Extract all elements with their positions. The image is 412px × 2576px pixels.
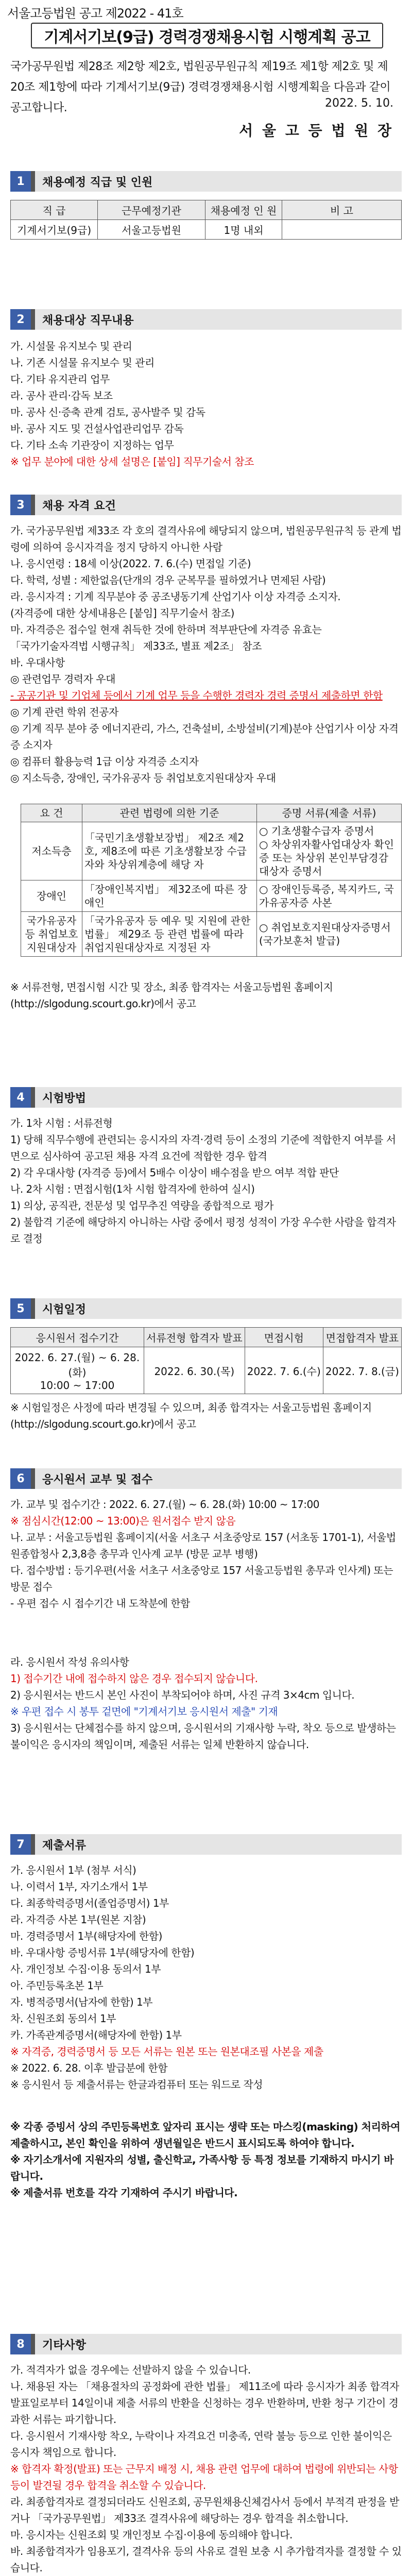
requirements-list <box>10 522 402 786</box>
table-row <box>21 912 402 957</box>
cell: 기계서기보(9급) <box>11 220 98 240</box>
section-title: 기타사항 <box>42 2338 87 2352</box>
notice-title: 기계서기보(9급) 경력경쟁채용시험 시행계획 공고 <box>31 23 383 48</box>
documents-list <box>10 1862 402 2093</box>
cell: 「국민기초생활보장법」 제2조 제2호, 제8조에 따른 기초생활보장 수급자와 차상위계층에 해당 자 <box>82 822 257 880</box>
section-8-header <box>10 2334 402 2354</box>
list-item: 바. 우대사항 <box>10 656 65 669</box>
list-item: 라. 공사 관리·감독 보조 <box>10 389 113 402</box>
col-header: 관련 법령에 의한 기준 <box>82 804 257 822</box>
list-item: 다. 기타 유지관리 업무 <box>10 373 110 385</box>
section-number: 4 <box>10 1087 31 1108</box>
list-item: 가. 적격자가 없을 경우에는 선발하지 않을 수 있습니다. <box>10 2364 251 2376</box>
cell: ○ 장애인등록증, 복지카드, 국가유공자증 사본 <box>257 880 402 912</box>
list-item: 2) 응시원서는 반드시 본인 사진이 부착되어야 하며, 사진 규격 3×4cm 입니다. <box>10 1689 355 1701</box>
list-item: 3) 응시원서는 단체접수를 하지 않으며, 응시원서의 기재사항 누락, 착오 등으로 발생하는 불이익은 응시자의 책임이며, 제출된 서류는 일체 반환하지 않습니다. <box>10 1722 396 1751</box>
list-item: - 우편 접수 시 접수기간 내 도착분에 한함 <box>10 1597 190 1609</box>
list-item: 바. 최종합격자가 임용포기, 결격사유 등의 사유로 결원 보충 시 추가합격자를 결정할 수 있습니다. <box>10 2545 402 2574</box>
list-item: 2) 불합격 기준에 해당하지 아니하는 사람 중에서 평정 성적이 가장 우수한 사람을 합격자로 결정 <box>10 1216 396 1245</box>
list-item: 1) 당해 직무수행에 관련되는 응시자의 자격·경력 등이 소정의 기준에 적합한지 여부를 서면으로 심사하여 공고된 채용 자격 요건에 적합한 경우 합격 <box>10 1133 396 1162</box>
cell: 서울고등법원 <box>98 220 205 240</box>
section-6-header <box>10 1468 402 1489</box>
list-item: ※ 합격자 확정(발표) 또는 근무지 배정 시, 채용 관련 업무에 대하여 법령에 위반되는 사항 등이 발견될 경우 합격을 취소할 수 있습니다. <box>10 2463 398 2492</box>
list-item: 마. 공사 신·증축 관계 검토, 공사발주 및 감독 <box>10 406 205 418</box>
cell: 2022. 7. 6.(수) <box>245 1347 323 1394</box>
section-2-header <box>10 309 402 330</box>
issuer: 서 울 고 등 법 원 장 <box>239 122 393 139</box>
list-item: 카. 가족관계증명서(해당자에 한함) 1부 <box>10 2029 182 2041</box>
table-header-row <box>21 804 402 822</box>
list-item: 마. 자격증은 접수일 현재 취득한 것에 한하며 적부판단에 자격증 유효는 <box>10 623 322 636</box>
list-item: - 공공기관 및 기업체 등에서 기계 업무 등을 수행한 경력자 경력 증명서 제출하면 한함 <box>10 689 383 702</box>
section-number: 8 <box>10 2334 31 2354</box>
list-item: 라. 응시원서 작성 유의사항 <box>10 1656 129 1668</box>
application-caution <box>10 1654 402 1753</box>
list-item: ◎ 기계 관련 학위 전공자 <box>10 706 118 718</box>
section-7-header <box>10 1834 402 1855</box>
list-item: 나. 이력서 1부, 자기소개서 1부 <box>10 1880 148 1893</box>
list-item: ※ 자격증, 경력증명서 등 모든 서류는 원본 또는 원본대조필 사본을 제출 <box>10 2045 323 2058</box>
cell: 장애인 <box>21 880 82 912</box>
schedule-note-block <box>10 1399 402 1432</box>
section-title: 시험방법 <box>42 1092 87 1105</box>
misc-list <box>10 2362 402 2576</box>
section-title: 시험일정 <box>42 1303 87 1316</box>
cell: 2022. 6. 27.(월) ~ 6. 28.(화) 10:00 ~ 17:00 <box>11 1347 144 1394</box>
table-row <box>11 1347 402 1394</box>
cell: 저소득층 <box>21 822 82 880</box>
list-item: 바. 공사 지도 및 건설사업관리업무 감독 <box>10 422 184 435</box>
section-number: 2 <box>10 309 31 330</box>
application-info <box>10 1496 402 1612</box>
table-row <box>11 220 402 240</box>
col-header: 증명 서류(제출 서류) <box>257 804 402 822</box>
col-header: 직 급 <box>11 200 98 220</box>
schedule-table <box>10 1327 402 1394</box>
list-item: 다. 기타 소속 기관장이 지정하는 업무 <box>10 439 174 451</box>
list-item: ◎ 관련업무 경력자 우대 <box>10 673 115 685</box>
section-5-header <box>10 1298 402 1319</box>
section-number: 6 <box>10 1468 31 1489</box>
col-header: 근무예정기관 <box>98 200 205 220</box>
list-item: 라. 응시자격 : 기계 직무분야 중 공조냉동기계 산업기사 이상 자격증 소지자. <box>10 590 341 603</box>
list-item: ※ 점심시간(12:00 ~ 13:00)은 원서접수 받지 않음 <box>10 1515 236 1527</box>
list-item: ◎ 컴퓨터 활용능력 1급 이상 자격증 소지자 <box>10 755 199 768</box>
list-item: 라. 자격증 사본 1부(원본 지참) <box>10 1913 146 1926</box>
list-item: 바. 우대사항 증빙서류 1부(해당자에 한함) <box>10 1946 195 1959</box>
cell: 2022. 7. 8.(금) <box>323 1347 401 1394</box>
col-header: 채용예정 인 원 <box>205 200 282 220</box>
list-item: 라. 최종합격자로 결정되더라도 신원조회, 공무원채용신체검사서 등에서 부적격 판정을 받거나 「국가공무원법」 제33조 결격사유에 해당하는 경우 합격을 취소합니다. <box>10 2496 399 2524</box>
preference-table <box>21 804 402 957</box>
col-header: 비 고 <box>282 200 402 220</box>
note: ※ 제출서류 번호를 각각 기재하여 주시기 바랍니다. <box>10 2187 238 2199</box>
note: ※ 각종 증빙서 상의 주민등록번호 앞자리 표시는 생략 또는 마스킹(masking) 처리하여 제출하시고, 본인 확인을 위하여 생년월일은 반드시 표시되도록 하여야 합니다. <box>10 2121 400 2149</box>
section-title: 채용대상 직무내용 <box>42 314 134 327</box>
list-item: 사. 개인정보 수집·이용 동의서 1부 <box>10 1963 161 1975</box>
list-item: 가. 응시원서 1부 (첨부 서식) <box>10 1864 136 1876</box>
col-header: 응시원서 접수기간 <box>11 1328 144 1347</box>
list-item: 나. 응시연령 : 18세 이상(2022. 7. 6.(수) 면접일 기준) <box>10 557 251 570</box>
schedule-note: ※ 시험일정은 사정에 따라 변경될 수 있으며, 최종 합격자는 서울고등법원 홈페이지(http://slgodung.scourt.go.kr)에서 공고 <box>10 1401 372 1430</box>
list-item: ※ 우편 접수 시 봉투 겉면에 "기계서기보 응시원서 제출" 기재 <box>10 1705 278 1718</box>
table-header-row <box>11 200 402 220</box>
list-item: 마. 경력증명서 1부(해당자에 한함) <box>10 1930 162 1942</box>
col-header: 요 건 <box>21 804 82 822</box>
cell: 1명 내외 <box>205 220 282 240</box>
list-item: 아. 주민등록초본 1부 <box>10 1979 104 1992</box>
cell: 국가유공자 등 취업보호지원대상자 <box>21 912 82 957</box>
list-item: 나. 2차 시험 : 면접시험(1차 시험 합격자에 한하여 실시) <box>10 1183 255 1195</box>
list-item: 나. 기존 시설물 유지보수 및 관리 <box>10 357 154 369</box>
list-item: 1) 의상, 공직관, 전문성 및 업무추진 역량을 종합적으로 평가 <box>10 1199 273 1212</box>
list-item: 다. 응시원서 기재사항 착오, 누락이나 자격요건 미충족, 연락 불능 등으로 인한 불이익은 응시자 책임으로 합니다. <box>10 2430 392 2459</box>
notice-number: 서울고등법원 공고 제2022 - 41호 <box>7 6 183 21</box>
requirements-outro <box>10 979 402 1012</box>
list-item: 마. 응시자는 신원조회 및 개인정보 수집·이용에 동의해야 합니다. <box>10 2529 293 2541</box>
section-number: 1 <box>10 171 31 192</box>
list-item: 다. 최종학력증명서(졸업증명서) 1부 <box>10 1897 169 1909</box>
list-item: 나. 교부 : 서울고등법원 홈페이지(서울 서초구 서초중앙로 157 (서초동 1701-1), 서울법원종합청사 2,3,8층 총무과 인사계 교부 (방문 교부 병행) <box>10 1531 396 1560</box>
cell: 2022. 6. 30.(목) <box>144 1347 245 1394</box>
list-item: 가. 교부 및 접수기간 : 2022. 6. 27.(월) ~ 6. 28.(화) 10:00 ~ 17:00 <box>10 1498 319 1511</box>
list-item: ※ 응시원서 등 제출서류는 한글과컴퓨터 또는 워드로 작성 <box>10 2078 263 2091</box>
section-title: 응시원서 교부 및 접수 <box>42 1473 153 1486</box>
list-item: 가. 1차 시험 : 서류전형 <box>10 1117 113 1129</box>
cell: 「국가유공자 등 예우 및 지원에 관한 법률」 제29조 등 관련 법률에 따라 취업지원대상자로 지정된 자 <box>82 912 257 957</box>
lead-paragraph: 국가공무원법 제28조 제2항 제2호, 법원공무원규칙 제19조 제1항 제2호 및 제20조 제1항에 따라 기계서기보(9급) 경력경쟁채용시험 시행계획을 다음과 같이 공고합니다. <box>10 60 391 114</box>
list-item: ※ 2022. 6. 28. 이후 발급분에 한함 <box>10 2062 168 2074</box>
list-item: 나. 채용된 자는 「채용절차의 공정화에 관한 법률」 제11조에 따라 응시자가 최종 합격자 발표일로부터 14일이내 제출 서류의 반환을 신청하는 경우 반환하며, 반환 청구 기간이 경과한 서류는 파기합니다. <box>10 2380 399 2426</box>
section-title: 채용예정 직급 및 인원 <box>42 176 153 189</box>
table-row <box>21 822 402 880</box>
notice-date: 2022. 5. 10. <box>325 97 393 110</box>
note: ※ 자기소개서에 지원자의 성별, 출신학교, 가족사항 등 특정 정보를 기재하지 마시기 바랍니다. <box>10 2154 394 2182</box>
col-header: 면접시험 <box>245 1328 323 1347</box>
duties-note: ※ 업무 분야에 대한 상세 설명은 [붙임] 직무기술서 참조 <box>10 455 254 468</box>
list-item: 「국가기술자격법 시행규칙」 제33조, 별표 제2조」 참조 <box>10 640 262 652</box>
list-item: ◎ 지소득층, 장애인, 국가유공자 등 취업보호지원대상자 우대 <box>10 772 276 784</box>
list-item: 다. 접수방법 : 등기우편(서울 서초구 서초중앙로 157 서울고등법원 총무과 인사계) 또는 방문 접수 <box>10 1564 393 1593</box>
list-item: 다. 학력, 성별 : 제한없음(단개의 경우 군복무를 필하였거나 면제된 사람) <box>10 574 326 586</box>
cell <box>282 220 402 240</box>
list-item: 가. 국가공무원법 제33조 각 호의 결격사유에 해당되지 않으며, 법원공무원규칙 등 관계 법령에 의하여 응시자격을 정지 당하지 아니한 사람 <box>10 524 402 553</box>
exam-method <box>10 1115 402 1247</box>
section-number: 3 <box>10 495 31 515</box>
section-1-header <box>10 171 402 192</box>
list-item: 2) 각 우대사항 (자격증 등)에서 5배수 이상이 배수점을 받으 여부 적합 판단 <box>10 1166 339 1179</box>
list-item: 가. 시설물 유지보수 및 관리 <box>10 340 132 352</box>
section-title: 채용 자격 요건 <box>42 499 116 513</box>
section-3-header <box>10 495 402 515</box>
cell: ○ 기초생활수급자 증명서 ○ 차상위자활사업대상자 확인증 또는 차상위 본인부담경감 대상자 증명서 <box>257 822 402 880</box>
positions-table <box>10 200 402 240</box>
cell: ○ 취업보호지원대상자증명서(국가보훈처 발급) <box>257 912 402 957</box>
col-header: 서류전형 합격자 발표 <box>144 1328 245 1347</box>
list-item: 자. 병적증명서(남자에 한함) 1부 <box>10 1996 153 2008</box>
list-item: ◎ 기계 직무 분야 중 에너지관리, 가스, 건축설비, 소방설비(기계)분야 산업기사 이상 자격증 소지자 <box>10 722 399 751</box>
section-number: 5 <box>10 1298 31 1319</box>
list-item: 차. 신원조회 동의서 1부 <box>10 2012 116 2025</box>
documents-notes <box>10 2119 402 2201</box>
table-row <box>21 880 402 912</box>
list-item: (자격증에 대한 상세내용은 [붙임] 직무기술서 참조) <box>10 607 234 619</box>
table-header-row <box>11 1328 402 1347</box>
col-header: 면접합격자 발표 <box>323 1328 401 1347</box>
list-item: 1) 접수기간 내에 접수하지 않은 경우 접수되지 않습니다. <box>10 1672 258 1685</box>
cell: 「장애인복지법」 제32조에 따른 장애인 <box>82 880 257 912</box>
section-number: 7 <box>10 1834 31 1855</box>
section-title: 제출서류 <box>42 1839 87 1852</box>
note: ※ 서류전형, 면접시험 시간 및 장소, 최종 합격자는 서울고등법원 홈페이지(http://slgodung.scourt.go.kr)에서 공고 <box>10 981 333 1010</box>
section-4-header <box>10 1087 402 1108</box>
duties-list <box>10 338 402 470</box>
